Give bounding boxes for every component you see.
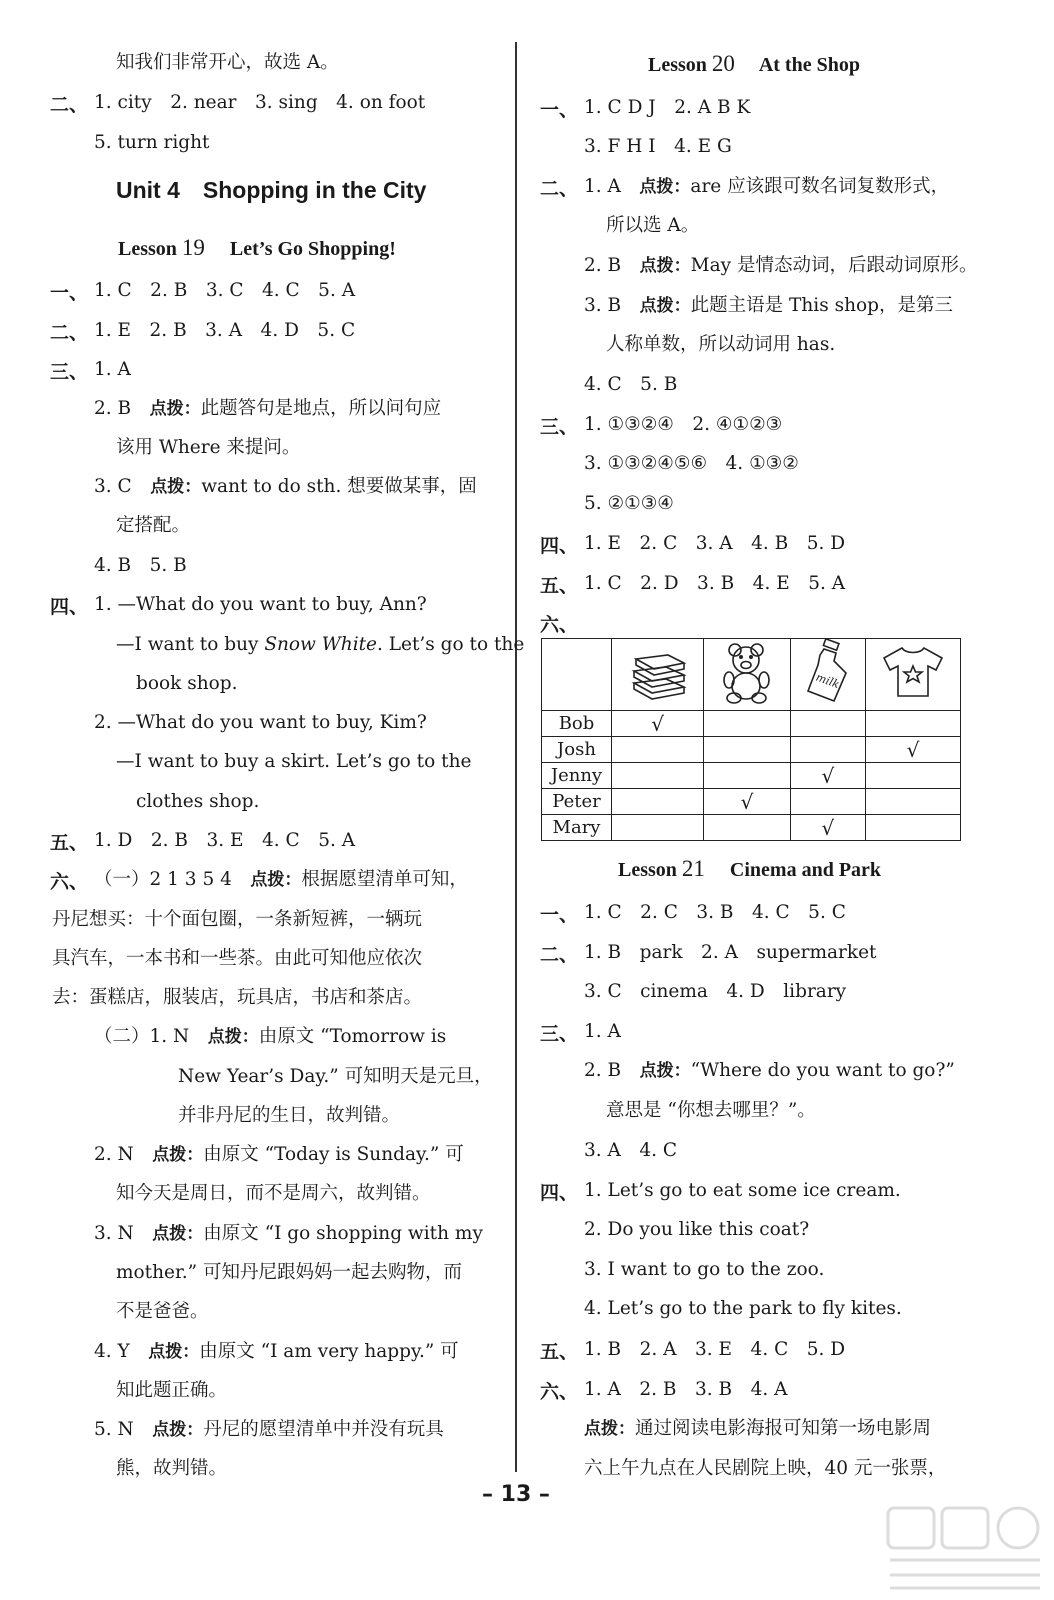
- text-line: 5. N 点拨：丹尼的愿望清单中并没有玩具: [94, 1419, 444, 1440]
- check-cell: [704, 737, 791, 763]
- text-line: clothes shop.: [136, 791, 260, 812]
- check-cell: [790, 737, 865, 763]
- teddy-bear-icon: [717, 640, 777, 704]
- text-line: 3. I want to go to the zoo.: [584, 1259, 825, 1280]
- row-name: Mary: [542, 815, 612, 841]
- text-line: （一）2 1 3 5 4 点拨：根据愿望清单可知，: [94, 869, 468, 890]
- text-line: New Year’s Day.” 可知明天是元旦，: [178, 1066, 493, 1087]
- t-shirt-picture-cell: [865, 639, 960, 711]
- section-label: 二、: [540, 944, 579, 966]
- check-cell: [612, 789, 704, 815]
- text-line: 具汽车，一本书和一些茶。由此可知他应依次: [52, 948, 423, 969]
- section-label: 一、: [540, 904, 579, 926]
- text-line: （二）1. N 点拨：由原文 “Tomorrow is: [94, 1026, 447, 1047]
- row-name: Peter: [542, 789, 612, 815]
- text-line: 1. C 2. C 3. B 4. C 5. C: [584, 902, 846, 923]
- check-cell: [865, 789, 960, 815]
- section-label: 四、: [540, 535, 579, 557]
- table-header-row: [542, 639, 961, 711]
- table-row: [542, 789, 961, 815]
- text-line: 不是爸爸。: [116, 1301, 209, 1322]
- section-label: 五、: [540, 575, 579, 597]
- unit-title: Unit 4 Shopping in the City: [116, 177, 427, 203]
- text-line: 2. —What do you want to buy, Kim?: [94, 712, 427, 733]
- text-line: 3. B 点拨：此题主语是 This shop，是第三: [584, 295, 953, 316]
- text-line: 1. E 2. B 3. A 4. D 5. C: [94, 320, 356, 341]
- text-line: 3. ①③②④⑤⑥ 4. ①③②: [584, 453, 799, 474]
- check-cell: √: [790, 815, 865, 841]
- books-picture-cell: [612, 639, 704, 711]
- table-row: [542, 763, 961, 789]
- text-line: 1. Let’s go to eat some ice cream.: [584, 1180, 901, 1201]
- text-line: 1. B 2. A 3. E 4. C 5. D: [584, 1339, 846, 1360]
- text-line: 知此题正确。: [116, 1380, 228, 1401]
- row-name: Jenny: [542, 763, 612, 789]
- text-line: 4. Let’s go to the park to fly kites.: [584, 1298, 902, 1319]
- section-label: 三、: [50, 361, 89, 383]
- text-line: 3. N 点拨：由原文 “I go shopping with my: [94, 1223, 483, 1244]
- text-line: 知我们非常开心，故选 A。: [116, 52, 339, 73]
- check-cell: [612, 737, 704, 763]
- text-line: 3. C 点拨：want to do sth. 想要做某事，固: [94, 476, 477, 497]
- milk-label: milk: [813, 670, 842, 692]
- text-line: 熊，故判错。: [116, 1458, 228, 1479]
- text-line: 3. F H I 4. E G: [584, 136, 732, 157]
- section-label: 六、: [50, 871, 89, 893]
- section-label: 六、: [540, 1381, 579, 1403]
- table-row: [542, 815, 961, 841]
- text-line: 2. N 点拨：由原文 “Today is Sunday.” 可: [94, 1144, 464, 1165]
- row-name: Bob: [542, 711, 612, 737]
- lesson-heading: Lesson 19 Let’s Go Shopping!: [118, 235, 396, 260]
- t-shirt-icon: [880, 644, 946, 700]
- text-line: 意思是 “你想去哪里？”。: [606, 1100, 816, 1121]
- text-line: 1. A 点拨：are 应该跟可数名词复数形式，: [584, 176, 950, 197]
- check-cell: [612, 763, 704, 789]
- lesson-heading: Lesson 20 At the Shop: [648, 51, 860, 76]
- text-line: 1. D 2. B 3. E 4. C 5. A: [94, 830, 356, 851]
- text-line: 1. A: [94, 359, 131, 380]
- check-cell: [612, 815, 704, 841]
- text-line: 1. A: [584, 1021, 621, 1042]
- section-label: 五、: [540, 1341, 579, 1363]
- section-label: 一、: [50, 282, 89, 304]
- section-label: 三、: [540, 416, 579, 438]
- text-line: 并非丹尼的生日，故判错。: [178, 1105, 401, 1126]
- row-name: Josh: [542, 737, 612, 763]
- text-line: —I want to buy Snow White. Let’s go to the: [116, 634, 525, 655]
- section-label: 二、: [50, 322, 89, 344]
- check-cell: [790, 711, 865, 737]
- text-line: 5. turn right: [94, 132, 210, 153]
- text-line: —I want to buy a skirt. Let’s go to the: [116, 751, 472, 772]
- check-cell: √: [612, 711, 704, 737]
- text-line: 1. A 2. B 3. B 4. A: [584, 1379, 788, 1400]
- section-label: 四、: [540, 1182, 579, 1204]
- text-line: 2. Do you like this coat?: [584, 1219, 810, 1240]
- text-line: 1. E 2. C 3. A 4. B 5. D: [584, 533, 846, 554]
- check-cell: √: [865, 737, 960, 763]
- text-line: 2. B 点拨：May 是情态动词，后跟动词原形。: [584, 255, 978, 276]
- shopping-check-table: [541, 638, 961, 841]
- books-icon: [626, 643, 690, 701]
- text-line: 2. B 点拨：此题答句是地点，所以问句应: [94, 398, 442, 419]
- text-line: 4. C 5. B: [584, 374, 678, 395]
- text-line: 1. C D J 2. A B K: [584, 97, 751, 118]
- check-cell: √: [790, 763, 865, 789]
- text-line: 点拨：通过阅读电影海报可知第一场电影周: [584, 1418, 932, 1439]
- check-cell: [865, 763, 960, 789]
- text-line: 六上午九点在人民剧院上映，40 元一张票，: [584, 1458, 947, 1479]
- text-line: 3. A 4. C: [584, 1140, 678, 1161]
- check-cell: [704, 711, 791, 737]
- check-cell: [704, 763, 791, 789]
- table-row: [542, 737, 961, 763]
- text-line: 1. B park 2. A supermarket: [584, 942, 877, 963]
- text-line: 该用 Where 来提问。: [116, 437, 301, 458]
- page-number: – 13 –: [482, 1482, 550, 1507]
- teddy-bear-picture-cell: [704, 639, 791, 711]
- section-label: 一、: [540, 99, 579, 121]
- check-cell: [704, 815, 791, 841]
- milk-bottle-picture-cell: [790, 639, 865, 711]
- text-line: 2. B 点拨：“Where do you want to go?”: [584, 1060, 955, 1081]
- section-label: 三、: [540, 1023, 579, 1045]
- column-divider: [515, 42, 517, 1472]
- section-label: 二、: [50, 94, 89, 116]
- section-label: 二、: [540, 178, 579, 200]
- text-line: 定搭配。: [116, 515, 191, 536]
- milk-bottle-icon: [802, 639, 854, 705]
- text-line: 所以选 A。: [606, 215, 700, 236]
- text-line: 1. C 2. B 3. C 4. C 5. A: [94, 280, 356, 301]
- lesson-heading: Lesson 21 Cinema and Park: [618, 856, 882, 881]
- section-label: 六、: [540, 614, 579, 636]
- check-cell: [790, 789, 865, 815]
- text-line: 1. city 2. near 3. sing 4. on foot: [94, 92, 426, 113]
- text-line: 4. Y 点拨：由原文 “I am very happy.” 可: [94, 1341, 459, 1362]
- text-line: book shop.: [136, 673, 238, 694]
- section-label: 五、: [50, 832, 89, 854]
- text-line: 3. C cinema 4. D library: [584, 981, 847, 1002]
- watermark-logo: [880, 1500, 1050, 1595]
- text-line: 去：蛋糕店，服装店，玩具店，书店和茶店。: [52, 987, 423, 1008]
- section-label: 四、: [50, 596, 89, 618]
- text-line: 1. C 2. D 3. B 4. E 5. A: [584, 573, 846, 594]
- text-line: 5. ②①③④: [584, 493, 674, 514]
- text-line: 1. ①③②④ 2. ④①②③: [584, 414, 783, 435]
- check-cell: [865, 815, 960, 841]
- check-cell: [865, 711, 960, 737]
- text-line: 1. —What do you want to buy, Ann?: [94, 594, 427, 615]
- text-line: 4. B 5. B: [94, 555, 187, 576]
- table-row: [542, 711, 961, 737]
- text-line: mother.” 可知丹尼跟妈妈一起去购物，而: [116, 1262, 463, 1283]
- check-cell: √: [704, 789, 791, 815]
- table-corner-cell: [542, 639, 612, 711]
- text-line: 人称单数，所以动词用 has.: [606, 334, 836, 355]
- text-line: 知今天是周日，而不是周六，故判错。: [116, 1183, 431, 1204]
- text-line: 丹尼想买：十个面包圈，一条新短裤，一辆玩: [52, 909, 423, 930]
